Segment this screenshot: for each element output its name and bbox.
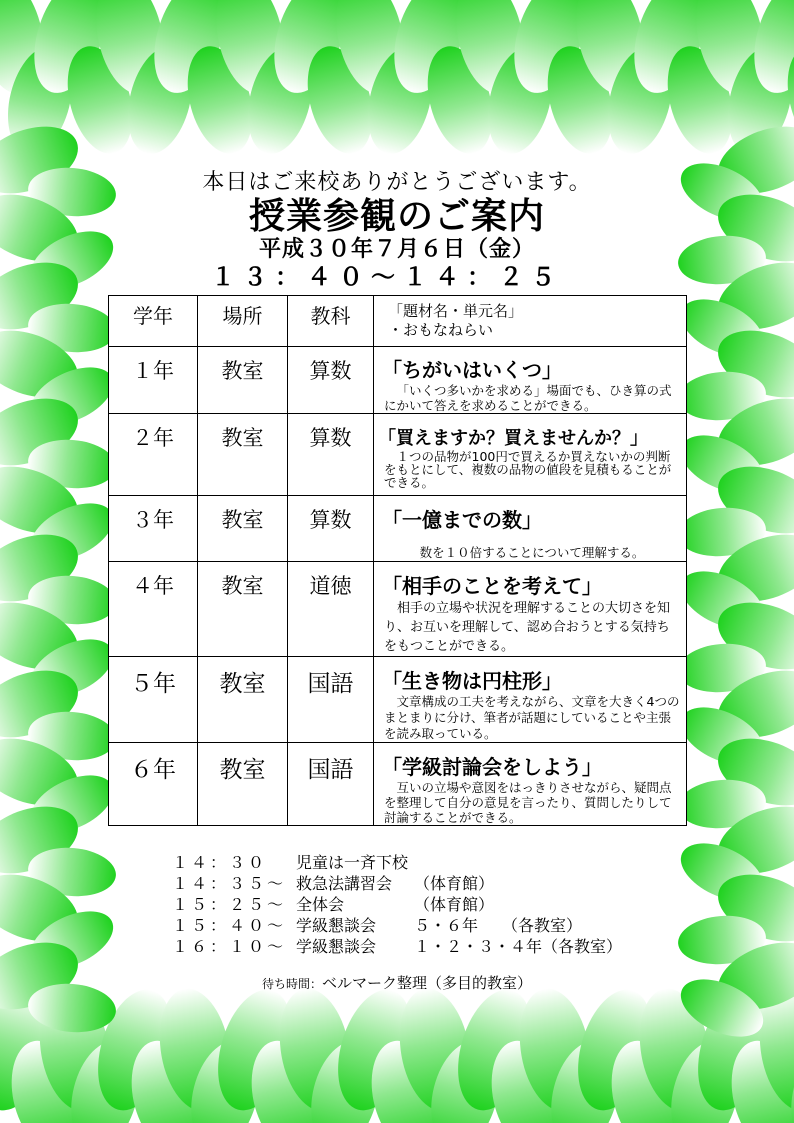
event-item-place: （体育館） xyxy=(414,874,495,893)
table-row xyxy=(109,743,687,826)
table-row xyxy=(109,657,687,743)
event-item-name: 児童は一斉下校 xyxy=(296,853,409,872)
row-subject: 算数 xyxy=(288,414,374,496)
header-place: 場所 xyxy=(198,296,288,347)
row-grade: ４年 xyxy=(109,562,198,657)
waiting-note xyxy=(0,972,794,993)
event-item-time: １４：３５～ xyxy=(172,874,287,893)
schedule-table xyxy=(108,295,687,826)
row-topic-desc: 相手の立場や状況を理解することの大切さを知り、お互いを理解して、認め合おうとする気持ちをもつことができる。 xyxy=(384,601,671,654)
row-topic xyxy=(374,496,687,562)
row-grade: １年 xyxy=(109,347,198,414)
event-item-place: ５・６年 （各教室） xyxy=(414,916,583,935)
row-place: 教室 xyxy=(198,347,288,414)
header-topic-line1: 「題材名・単元名」 xyxy=(388,302,524,320)
row-subject: 算数 xyxy=(288,347,374,414)
event-item-place: （体育館） xyxy=(414,895,495,914)
row-grade: ２年 xyxy=(109,414,198,496)
row-subject: 道徳 xyxy=(288,562,374,657)
event-item-name: 全体会 xyxy=(296,895,345,914)
table-row xyxy=(109,414,687,496)
row-place: 教室 xyxy=(198,562,288,657)
row-subject: 算数 xyxy=(288,496,374,562)
event-item-time: １４：３０ xyxy=(172,853,268,872)
table-header-row xyxy=(109,296,687,347)
row-topic-desc: 互いの立場や意図をはっきりさせながら、疑問点を整理して自分の意見を言ったり、質問したりして討論することができる。 xyxy=(384,780,672,825)
event-item xyxy=(172,873,622,894)
event-item-time: １５：４０～ xyxy=(172,916,287,935)
table-row xyxy=(109,496,687,562)
row-topic-title: 「一億までの数」 xyxy=(382,508,542,532)
page-title: 授業参観のご案内 xyxy=(248,196,545,237)
row-subject: 国語 xyxy=(288,743,374,826)
row-place: 教室 xyxy=(198,657,288,743)
event-date: 平成３０年７月６日（金） xyxy=(258,237,535,262)
row-grade: ６年 xyxy=(109,743,198,826)
event-item-time: １６：１０～ xyxy=(172,937,287,956)
row-topic-title: 「買えますか？買えませんか？」 xyxy=(378,428,648,449)
waiting-text: ベルマーク整理（多目的教室） xyxy=(322,974,533,992)
row-place: 教室 xyxy=(198,496,288,562)
waiting-label: 待ち時間： xyxy=(261,977,322,991)
event-item-name: 救急法講習会 xyxy=(296,874,393,893)
event-item xyxy=(172,915,622,936)
row-place: 教室 xyxy=(198,743,288,826)
header-grade: 学年 xyxy=(109,296,198,347)
row-topic xyxy=(374,414,687,496)
row-topic xyxy=(374,657,687,743)
row-topic-desc: 数を１０倍することについて理解する。 xyxy=(419,545,645,560)
row-topic-title: 「相手のことを考えて」 xyxy=(382,574,602,598)
event-item-name: 学級懇談会 xyxy=(296,916,377,935)
greeting-text: 本日はご来校ありがとうございます。 xyxy=(202,170,592,195)
row-topic-title: 「生き物は円柱形」 xyxy=(382,669,562,693)
row-subject: 国語 xyxy=(288,657,374,743)
row-topic xyxy=(374,743,687,826)
row-topic xyxy=(374,347,687,414)
row-grade: ５年 xyxy=(109,657,198,743)
row-grade: ３年 xyxy=(109,496,198,562)
event-time: １３：４０～１４：２５ xyxy=(211,263,563,291)
header-topic-line2: ・おもなねらい xyxy=(388,321,494,339)
row-topic-desc: １つの品物が100円で買えるか買えないかの判断をもとにして、複数の品物の値段を見積もることができる。 xyxy=(384,449,672,490)
row-topic-title: 「ちがいはいくつ」 xyxy=(382,358,562,382)
after-class-events xyxy=(172,852,622,957)
row-topic xyxy=(374,562,687,657)
table-row xyxy=(109,562,687,657)
event-item-name: 学級懇談会 xyxy=(296,937,377,956)
row-place: 教室 xyxy=(198,414,288,496)
event-item-place: １・２・３・４年（各教室） xyxy=(414,937,623,956)
row-topic-desc: 文章構成の工夫を考えながら、文章を大きく4つのまとまりに分け、筆者が話題にしていることや主張を読み取っている。 xyxy=(384,694,680,741)
header-topic xyxy=(374,296,687,347)
table-row xyxy=(109,347,687,414)
event-item xyxy=(172,894,622,915)
event-item-time: １５：２５～ xyxy=(172,895,287,914)
event-item xyxy=(172,852,622,873)
header-subject: 教科 xyxy=(288,296,374,347)
row-topic-desc: 「いくつ多いかを求める」場面でも、ひき算の式にかいて答えを求めることができる。 xyxy=(384,383,672,413)
row-topic-title: 「学級討論会をしよう」 xyxy=(382,755,602,779)
event-item xyxy=(172,936,622,957)
